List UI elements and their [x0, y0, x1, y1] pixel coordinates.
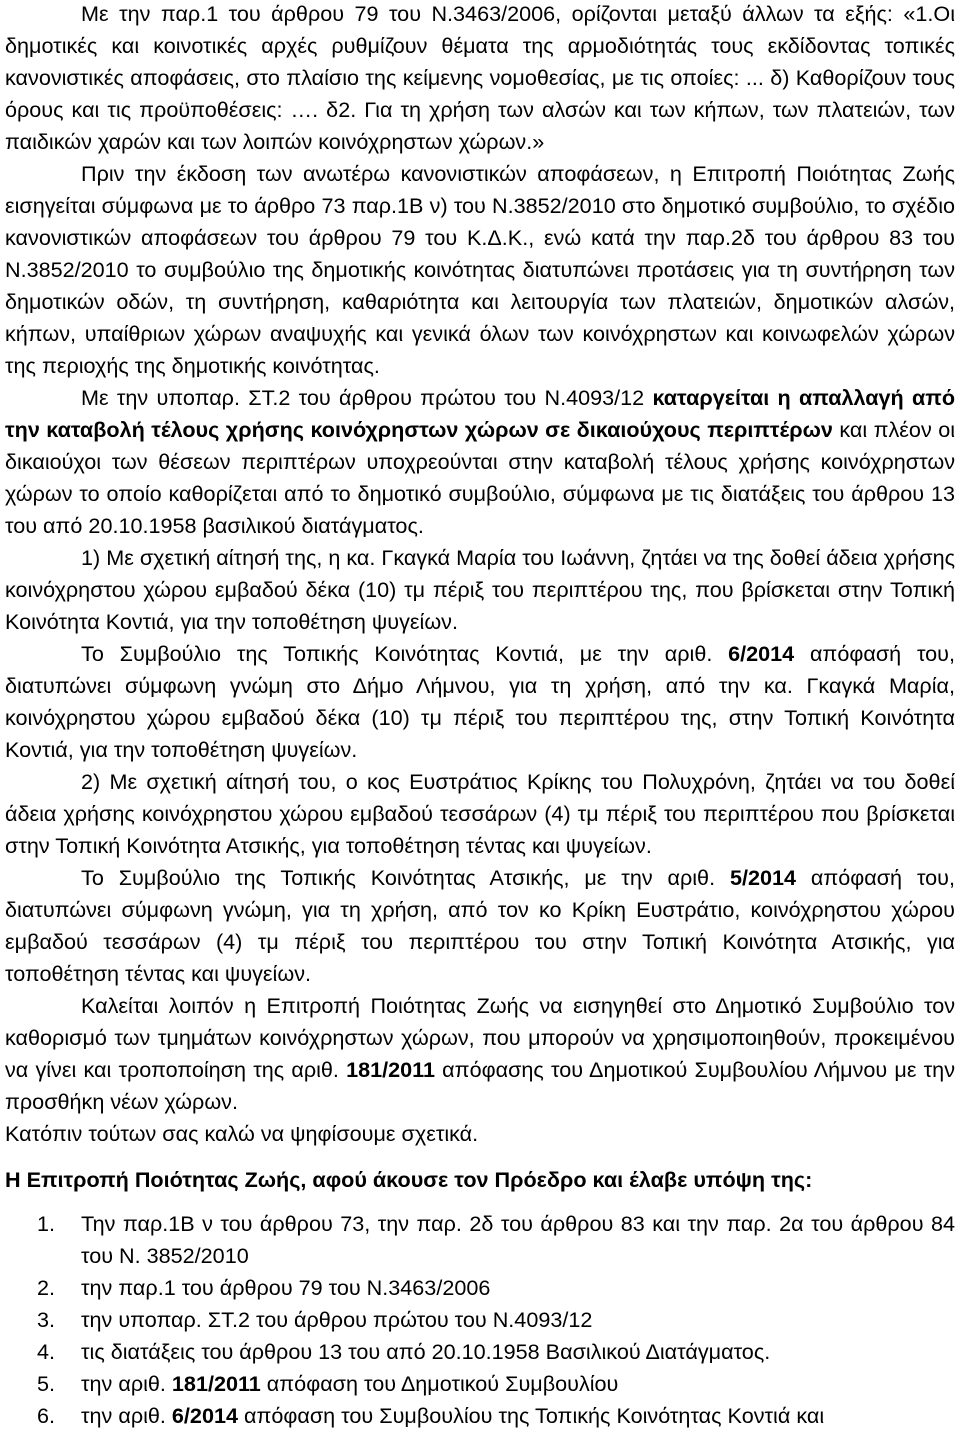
paragraph-kiosk-fee-text-c: και πλέον οι δικαιούχοι των θέσεων περιπτέρων υποχρεούνται στην καταβολή τέλους χρήσης κοινόχρηστων χώρων το οποίο καθορίζεται από το δημοτικό συμβούλιο, σύμφωνα με τις διατάξεις του άρθρου 13 του από 20.10.1958 βασιλικού διατάγματος. [5, 417, 956, 538]
list-item-text: την υποπαρ. ΣΤ.2 του άρθρου πρώτου του Ν.4093/12 [81, 1307, 593, 1332]
list-item-number: 1. [37, 1211, 56, 1236]
list-item-text-c: απόφαση του Συμβουλίου της Τοπικής Κοινότητας Κοντιά και [237, 1403, 825, 1428]
decision-number-181-2011: 181/2011 [346, 1057, 435, 1082]
list-item-number: 4. [37, 1339, 56, 1364]
paragraph-kiosk-fee [5, 382, 955, 542]
paragraph-call-to-propose [5, 990, 955, 1118]
list-item-number: 2. [37, 1275, 56, 1300]
list-item-text-a: την αριθ. [81, 1371, 172, 1396]
paragraph-kontias-text-a: Το Συμβούλιο της Τοπικής Κοινότητας Κοντιά, με την αριθ. [81, 641, 729, 666]
list-item-decision-number: 181/2011 [171, 1371, 261, 1396]
paragraph-request-1: 1) Με σχετική αίτησή της, η κα. Γκαγκά Μαρία του Ιωάννη, ζητάει να της δοθεί άδεια χρήσης κοινόχρηστου χώρου εμβαδού δέκα (10) τμ πέριξ του περιπτέρου της, που βρίσκεται στην Τοπική Κοινότητα Κοντιά, για την τοποθέτηση ψυγείων. [5, 545, 955, 634]
list-item [5, 1400, 955, 1432]
paragraph-committee-proposal: Πριν την έκδοση των ανωτέρω κανονιστικών αποφάσεων, η Επιτροπή Ποιότητας Ζωής εισηγείται σύμφωνα με το άρθρο 73 παρ.1Β ν) του Ν.3852/2010 στο δημοτικό συμβούλιο, το σχέδιο κανονιστικών αποφάσεων του άρθρου 79 του Κ.Δ.Κ., ενώ κατά την παρ.2δ του άρθρου 83 του Ν.3852/2010 το συμβούλιο της δημοτικής κοινότητας διατυπώνει προτάσεις για τη συντήρηση των δημοτικών οδών, τη συντήρηση, καθαριότητα και λειτουργία των πλατειών, δημοτικών αλσών, κήπων, υπαίθριων χώρων αναψυχής και γενικά όλων των κοινόχρηστων και κοινωφελών χώρων της περιοχής της δημοτικής κοινότητας. [5, 161, 955, 378]
list-item [5, 1304, 955, 1336]
decision-number-5-2014: 5/2014 [729, 865, 796, 890]
paragraph-call-text-c: απόφασης του Δημοτικού Συμβουλίου Λήμνου με την προσθήκη νέων χώρων. [5, 1057, 955, 1114]
paragraph-kiosk-fee-text-a: Με την υποπαρ. ΣΤ.2 του άρθρου πρώτου του Ν.4093/12 [81, 385, 653, 410]
paragraph-atsiki-text-a: Το Συμβούλιο της Τοπικής Κοινότητας Ατσικής, με την αριθ. [81, 865, 730, 890]
list-item-text-a: την αριθ. [81, 1403, 172, 1428]
paragraph-atsiki-council [5, 862, 955, 990]
paragraph-request-2: 2) Με σχετική αίτησή του, ο κος Ευστράτιος Κρίκης του Πολυχρόνη, ζητάει να του δοθεί άδεια χρήσης κοινόχρηστου χώρου εμβαδού τεσσάρων (4) τμ πέριξ του περιπτέρου που βρίσκεται στην Τοπική Κοινότητα Ατσικής, για τοποθέτηση τέντας και ψυγείων. [5, 769, 955, 858]
paragraph-call-text-a: Καλείται λοιπόν η Επιτροπή Ποιότητας Ζωής να εισηγηθεί στο Δημοτικό Συμβούλιο τον καθορισμό των τμημάτων κοινόχρηστων χώρων, που μπορούν να χρησιμοποιηθούν, προκειμένου να γίνει και τροποποίηση της αριθ. [5, 993, 955, 1082]
list-item-decision-number: 6/2014 [171, 1403, 238, 1428]
paragraph-law-3463: Με την παρ.1 του άρθρου 79 του Ν.3463/2006, ορίζονται μεταξύ άλλων τα εξής: «1.Οι δημοτικές και κοινοτικές αρχές ρυθμίζουν θέματα της αρμοδιότητάς τους εκδίδοντας τοπικές κανονιστικές αποφάσεις, στο πλαίσιο της κείμενης νομοθεσίας, με τις οποίες: ... δ) Καθορίζουν τους όρους και τις προϋποθέσεις: …. δ2. Για τη χρήση των αλσών και των κήπων, των πλατειών, των παιδικών χαρών και των λοιπών κοινόχρηστων χώρων.» [5, 1, 955, 154]
list-item-text: Την παρ.1Β ν του άρθρου 73, την παρ. 2δ του άρθρου 83 και την παρ. 2α του άρθρου 84 του Ν. 3852/2010 [81, 1211, 955, 1268]
list-item-text: την παρ.1 του άρθρου 79 του Ν.3463/2006 [81, 1275, 491, 1300]
paragraph-atsiki-text-c: απόφασή του, διατυπώνει σύμφωνη γνώμη, για τη χρήση, από τον κο Κρίκη Ευστράτιο, κοινόχρηστου χώρου εμβαδού τεσσάρων (4) τμ πέριξ του περιπτέρου του στην Τοπική Κοινότητα Ατσικής, για τοποθέτηση τέντας και ψυγείων. [5, 865, 955, 986]
decision-number-6-2014: 6/2014 [728, 641, 795, 666]
paragraph-kontias-text-c: απόφασή του, διατυπώνει σύμφωνη γνώμη στο Δήμο Λήμνου, για τη χρήση, από την κα. Γκαγκά Μαρία, κοινόχρηστου χώρου εμβαδού δέκα (10) τμ πέριξ του περιπτέρου της, στην Τοπική Κοινότητα Κοντιά, για την τοποθέτηση ψυγείων. [5, 641, 955, 762]
list-item-number: 6. [37, 1403, 56, 1428]
list-item [5, 1368, 955, 1400]
committee-heading: Η Επιτροπή Ποιότητας Ζωής, αφού άκουσε τον Πρόεδρο και έλαβε υπόψη της: [5, 1167, 813, 1192]
list-item-number: 5. [37, 1371, 56, 1396]
list-item [5, 1336, 955, 1368]
list-item [5, 1272, 955, 1304]
paragraph-vote-call: Κατόπιν τούτων σας καλώ να ψηφίσουμε σχετικά. [5, 1121, 479, 1146]
list-item-number: 3. [37, 1307, 56, 1332]
paragraph-kiosk-fee-bold: καταργείται η απαλλαγή από την καταβολή τέλους χρήσης κοινόχρηστων χώρων σε δικαιούχους περιπτέρων [5, 385, 956, 442]
document-page [5, 0, 955, 1432]
list-item-text: τις διατάξεις του άρθρου 13 του από 20.10.1958 Βασιλικού Διατάγματος. [81, 1339, 771, 1364]
list-item-text-c: απόφαση του Δημοτικού Συμβουλίου [260, 1371, 619, 1396]
list-item [5, 1208, 955, 1272]
considerations-list [5, 1208, 955, 1432]
paragraph-kontias-council [5, 638, 955, 766]
